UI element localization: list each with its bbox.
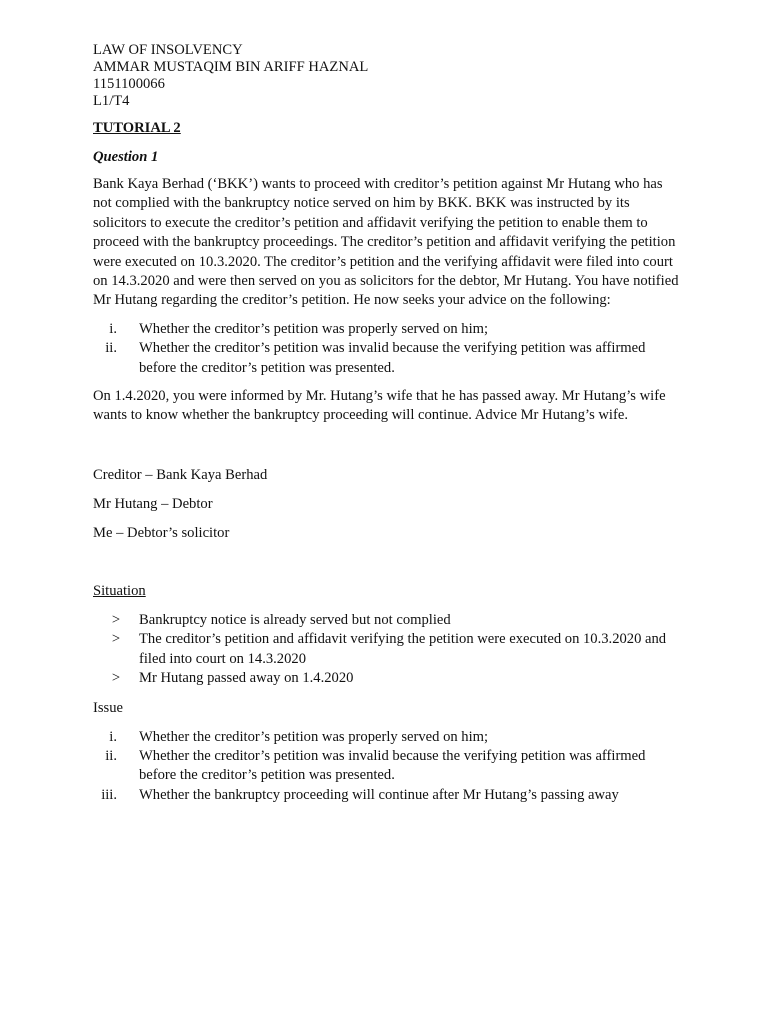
list-item-number: ii. [105, 340, 117, 357]
list-item [93, 728, 683, 747]
list-item [93, 339, 683, 378]
question-body: Bank Kaya Berhad (‘BKK’) wants to proceed with creditor’s petition against Mr Hutang who has not complied with the bankruptcy notice served on him by BKK. BKK was instructed by its solicitors to execute the creditor’s petition and affidavit verifying the petition to enable them to proceed with the bankruptcy proceedings. The creditor’s petition and affidavit verifying the petition were executed on 10.3.2020. The creditor’s petition and the verifying affidavit were filed into court on 14.3.2020 and were then served on you as solicitors for the debtor, Mr Hutang. You have notified Mr Hutang regarding the creditor’s petition. He now seeks your advice on the following: [93, 176, 679, 309]
list-item-text: Whether the creditor’s petition was invalid because the verifying petition was affirmed before the creditor’s petition was presented. [139, 747, 646, 784]
list-item-number: ii. [105, 747, 117, 764]
situation-heading: Situation [93, 582, 146, 599]
bullet-icon: > [111, 631, 121, 648]
parties-list [93, 466, 683, 543]
section-code: L1/T4 [93, 93, 130, 109]
list-item-number: iii. [101, 786, 117, 803]
bullet-icon: > [111, 611, 121, 628]
student-id: 1151100066 [93, 76, 165, 92]
tutorial-title: TUTORIAL 2 [93, 120, 181, 136]
question-followup: On 1.4.2020, you were informed by Mr. Hutang’s wife that he has passed away. Mr Hutang’s wife wants to know whether the bankruptcy proceeding will continue. Advice Mr Hutang’s wife. [93, 388, 666, 424]
list-item-text: Whether the creditor’s petition was properly served on him; [139, 728, 489, 745]
situation-list [93, 611, 683, 689]
bullet-icon: > [111, 670, 121, 687]
issue-heading: Issue [93, 699, 123, 716]
list-item [93, 669, 683, 688]
list-item-text: Whether the creditor’s petition was invalid because the verifying petition was affirmed before the creditor’s petition was presented. [139, 340, 646, 376]
document-page [93, 42, 683, 805]
party-solicitor: Me – Debtor’s solicitor [93, 524, 230, 541]
list-item [93, 611, 683, 630]
question-list [93, 320, 683, 378]
question-title: Question 1 [93, 149, 159, 165]
student-name: AMMAR MUSTAQIM BIN ARIFF HAZNAL [93, 59, 369, 75]
course-title: LAW OF INSOLVENCY [93, 42, 243, 58]
list-item-text: Mr Hutang passed away on 1.4.2020 [139, 670, 354, 687]
list-item-text: The creditor’s petition and affidavit verifying the petition were executed on 10.3.2020 and filed into court on 14.3.2020 [139, 631, 667, 667]
party-creditor: Creditor – Bank Kaya Berhad [93, 466, 268, 483]
list-item [93, 320, 683, 339]
list-item-text: Whether the creditor’s petition was properly served on him; [139, 320, 489, 337]
list-item [93, 786, 683, 805]
issue-list [93, 728, 683, 806]
list-item-text: Bankruptcy notice is already served but not complied [139, 611, 451, 628]
party-debtor: Mr Hutang – Debtor [93, 495, 213, 512]
list-item-number: i. [109, 320, 117, 337]
list-item-text: Whether the bankruptcy proceeding will continue after Mr Hutang’s passing away [139, 786, 619, 803]
list-item [93, 630, 683, 669]
document-header [93, 42, 683, 110]
list-item [93, 747, 683, 786]
list-item-number: i. [109, 728, 117, 745]
